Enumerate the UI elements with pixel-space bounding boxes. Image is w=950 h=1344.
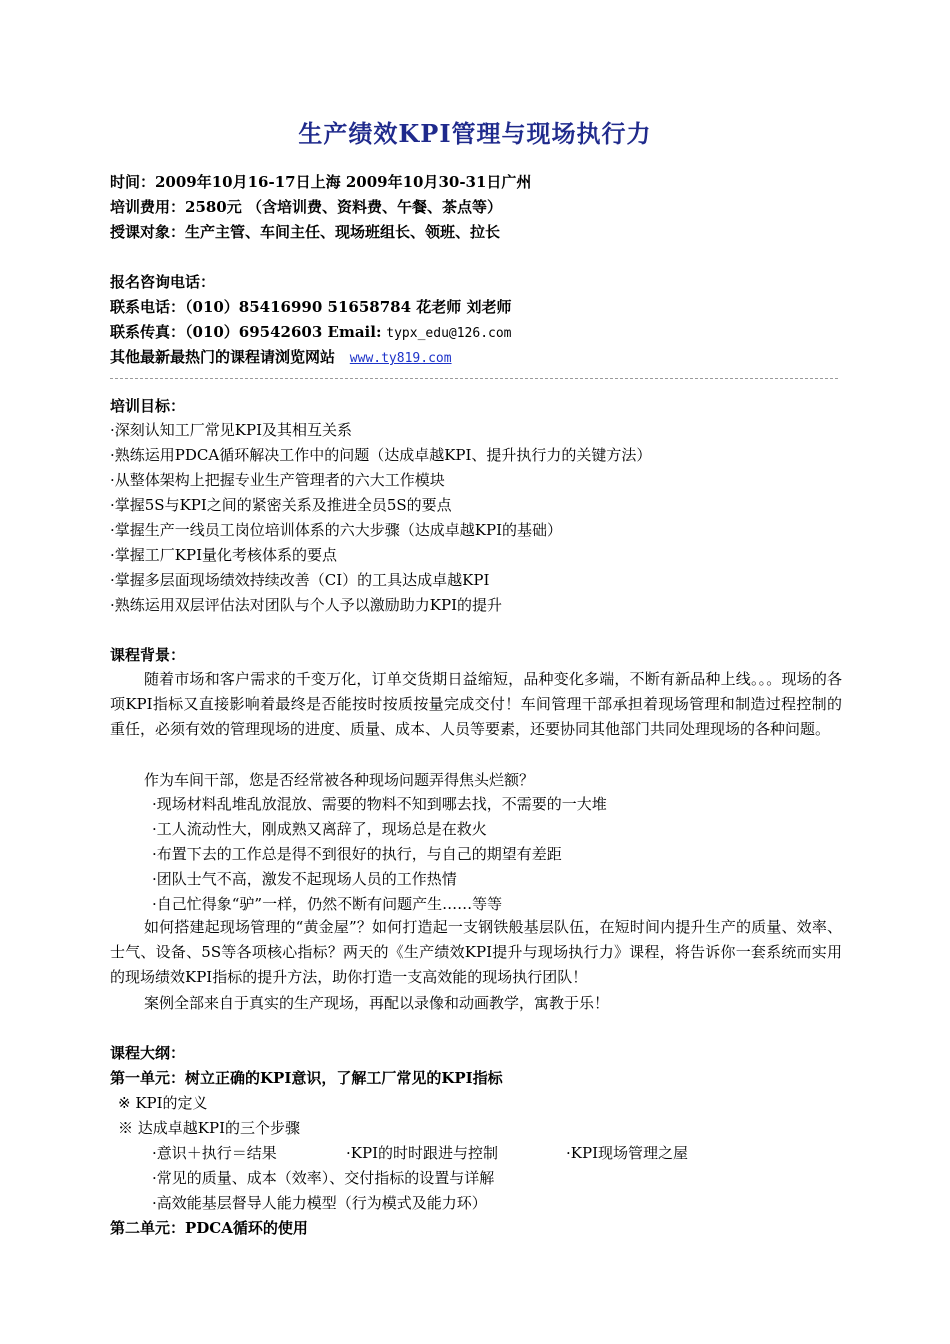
time-line: 时间：2009年10月16-17日上海 2009年10月30-31日广州 xyxy=(110,173,532,191)
unit-1-item: ※ 达成卓越KPI的三个步骤 xyxy=(118,1119,300,1137)
fax-label: 联系传真：（010）69542603 Email: xyxy=(110,323,382,341)
site-line xyxy=(110,347,452,369)
outline-heading: 课程大纲： xyxy=(110,1044,186,1062)
site-label: 其他最新最热门的课程请浏览网站 xyxy=(110,348,336,366)
goal-item: ·熟练运用PDCA循环解决工作中的问题（达成卓越KPI、提升执行力的关键方法） xyxy=(110,446,652,464)
unit-1-subitem: ·意识＋执行＝结果 xyxy=(152,1144,277,1162)
problem-item: ·自己忙得象“驴”一样，仍然不断有问题产生……等等 xyxy=(152,895,503,913)
contact-heading: 报名咨询电话： xyxy=(110,273,216,291)
background-paragraph-4: 案例全部来自于真实的生产现场，再配以录像和动画教学，寓教于乐！ xyxy=(144,994,610,1012)
unit-1-title: 第一单元：树立正确的KPI意识，了解工厂常见的KPI指标 xyxy=(110,1069,503,1087)
problem-item: ·布置下去的工作总是得不到很好的执行，与自己的期望有差距 xyxy=(152,845,562,863)
dashed-divider xyxy=(110,378,838,379)
unit-1-subitem: ·KPI的时时跟进与控制 xyxy=(346,1144,498,1162)
goal-item: ·熟练运用双层评估法对团队与个人予以激励助力KPI的提升 xyxy=(110,596,502,614)
problem-item: ·团队士气不高，激发不起现场人员的工作热情 xyxy=(152,870,457,888)
phone-line: 联系电话：（010）85416990 51658784 花老师 刘老师 xyxy=(110,298,512,316)
unit-1-subitem: ·常见的质量、成本（效率）、交付指标的设置与详解 xyxy=(152,1169,495,1187)
fee-line: 培训费用：2580元 （含培训费、资料费、午餐、茶点等） xyxy=(110,198,502,216)
goal-item: ·深刻认知工厂常见KPI及其相互关系 xyxy=(110,421,352,439)
goal-item: ·从整体架构上把握专业生产管理者的六大工作模块 xyxy=(110,471,445,489)
goals-heading: 培训目标： xyxy=(110,397,186,415)
audience-line: 授课对象：生产主管、车间主任、现场班组长、领班、拉长 xyxy=(110,223,501,241)
background-heading: 课程背景： xyxy=(110,646,186,664)
unit-1-item: ※ KPI的定义 xyxy=(118,1094,208,1112)
problem-item: ·现场材料乱堆乱放混放、需要的物料不知到哪去找，不需要的一大堆 xyxy=(152,795,607,813)
background-paragraph-1: 随着市场和客户需求的千变万化，订单交货期日益缩短，品种变化多端，不断有新品种上线。。。现场的各项KPI指标又直接影响着最终是否能按时按质按量完成交付！车间管理干部承担着现场管理和制造过程控制的重任，必须有效的管理现场的进度、质量、成本、人员等要素，还要协同其他部门共同处理现场的各种问题。 xyxy=(110,670,842,738)
goal-item: ·掌握生产一线员工岗位培训体系的六大步骤（达成卓越KPI的基础） xyxy=(110,521,562,539)
fax-line xyxy=(110,322,512,344)
page-title: 生产绩效KPI管理与现场执行力 xyxy=(298,119,652,148)
unit-1-subitem: ·高效能基层督导人能力模型（行为模式及能力环） xyxy=(152,1194,487,1212)
goal-item: ·掌握工厂KPI量化考核体系的要点 xyxy=(110,546,337,564)
problem-item: ·工人流动性大，刚成熟又离辞了，现场总是在救火 xyxy=(152,820,487,838)
background-question: 作为车间干部，您是否经常被各种现场问题弄得焦头烂额？ xyxy=(144,771,535,789)
site-link[interactable]: www.ty819.com xyxy=(349,351,452,366)
unit-2-title: 第二单元：PDCA循环的使用 xyxy=(110,1219,308,1237)
unit-1-subitem: ·KPI现场管理之屋 xyxy=(566,1144,688,1162)
goal-item: ·掌握5S与KPI之间的紧密关系及推进全员5S的要点 xyxy=(110,496,452,514)
background-paragraph-3: 如何搭建起现场管理的“黄金屋”？如何打造起一支钢铁般基层队伍，在短时间内提升生产的质量、效率、士气、设备、5S等各项核心指标？两天的《生产绩效KPI提升与现场执行力》课程，将告诉你一套系统而实用的现场绩效KPI指标的提升方法，助你打造一支高效能的现场执行团队！ xyxy=(110,918,842,986)
goal-item: ·掌握多层面现场绩效持续改善（CI）的工具达成卓越KPI xyxy=(110,571,490,589)
email-text: typx_edu@126.com xyxy=(386,326,512,341)
